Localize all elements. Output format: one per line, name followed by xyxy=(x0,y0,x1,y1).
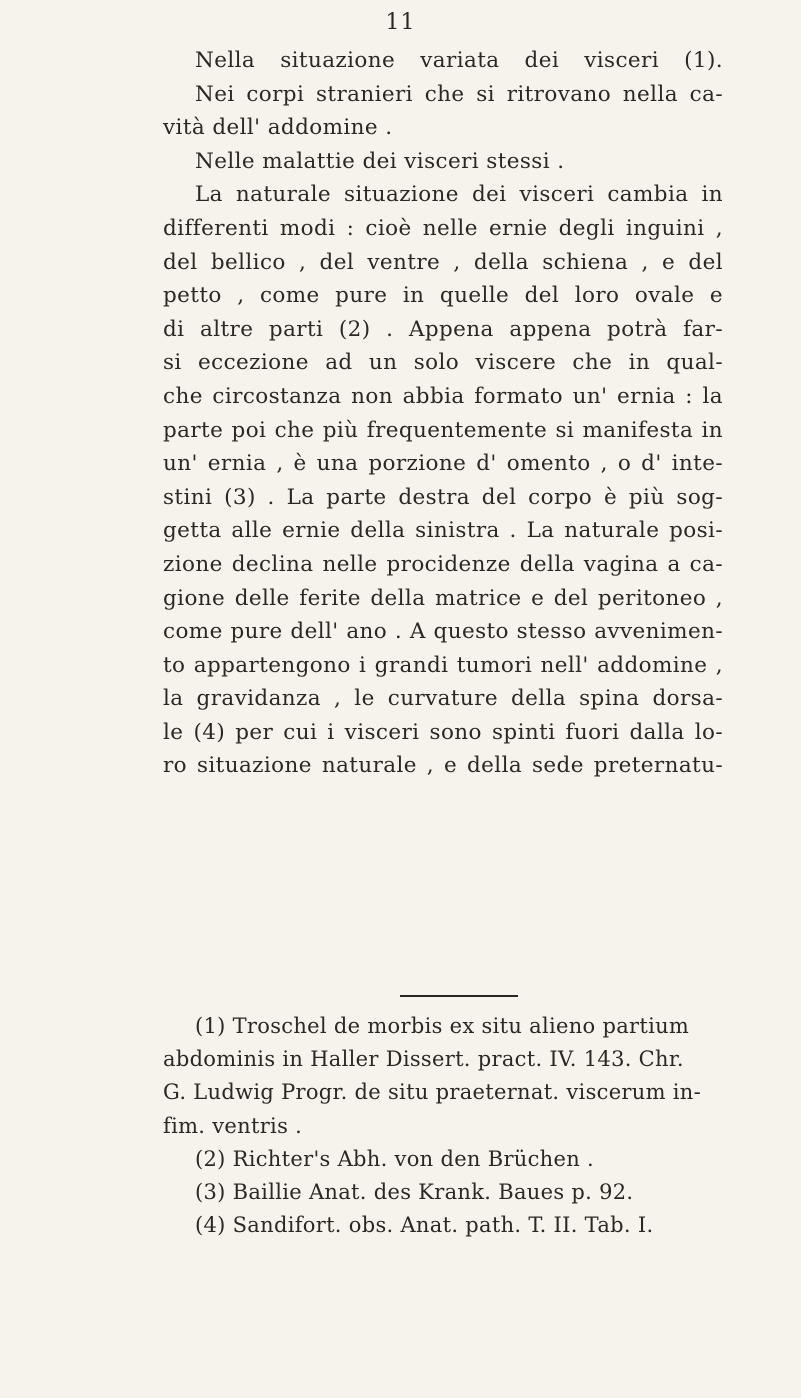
page-number: 11 xyxy=(385,10,416,35)
text-line: ro situazione naturale , e della sede preternatu- xyxy=(163,753,723,779)
text-line: gione delle ferite della matrice e del peritoneo , xyxy=(163,585,723,611)
footnote-line: (4) Sandifort. obs. Anat. path. T. II. Tab. I. xyxy=(195,1213,654,1238)
text-line: un' ernia , è una porzione d' omento , o d' inte- xyxy=(163,451,723,477)
text-line: zione declina nelle procidenze della vagina a ca- xyxy=(163,551,723,577)
text-line: getta alle ernie della sinistra . La naturale posi- xyxy=(163,518,723,544)
text-line: che circostanza non abbia formato un' ernia : la xyxy=(163,383,723,409)
text-line: la gravidanza , le curvature della spina dorsa- xyxy=(163,686,723,712)
footnote-divider xyxy=(400,995,518,997)
text-line: del bellico , del ventre , della schiena , e del xyxy=(163,249,723,275)
footnotes xyxy=(163,1010,723,1242)
footnote-line: abdominis in Haller Dissert. pract. IV. 143. Chr. xyxy=(163,1047,684,1072)
footnote-line: fim. ventris . xyxy=(163,1113,303,1138)
text-line: di altre parti (2) . Appena appena potrà far- xyxy=(163,316,723,342)
text-line: si eccezione ad un solo viscere che in qual- xyxy=(163,350,723,376)
text-line: petto , come pure in quelle del loro ovale e xyxy=(163,283,723,309)
footnote-line: G. Ludwig Progr. de situ praeternat. viscerum in- xyxy=(163,1080,702,1105)
footnote-line: (3) Baillie Anat. des Krank. Baues p. 92. xyxy=(195,1180,634,1205)
text-line: to appartengono i grandi tumori nell' addomine , xyxy=(163,652,723,678)
text-line: vità dell' addomine . xyxy=(163,115,393,141)
footnote-line: (2) Richter's Abh. von den Brüchen . xyxy=(195,1146,595,1171)
text-line: Nella situazione variata dei visceri (1). xyxy=(195,48,723,73)
text-line: La naturale situazione dei visceri cambia in xyxy=(195,182,723,208)
footnote-line: (1) Troschel de morbis ex situ alieno partium xyxy=(195,1014,690,1038)
text-line: Nei corpi stranieri che si ritrovano nella ca- xyxy=(195,81,723,107)
main-text xyxy=(163,44,723,783)
text-line: Nelle malattie dei visceri stessi . xyxy=(195,148,565,174)
text-line: parte poi che più frequentemente si manifesta in xyxy=(163,417,723,443)
text-line: come pure dell' ano . A questo stesso avvenimen- xyxy=(163,619,723,645)
text-line: stini (3) . La parte destra del corpo è più sog- xyxy=(163,484,723,510)
text-line: le (4) per cui i visceri sono spinti fuori dalla lo- xyxy=(163,719,723,745)
text-line: differenti modi : cioè nelle ernie degli inguini , xyxy=(163,215,723,241)
